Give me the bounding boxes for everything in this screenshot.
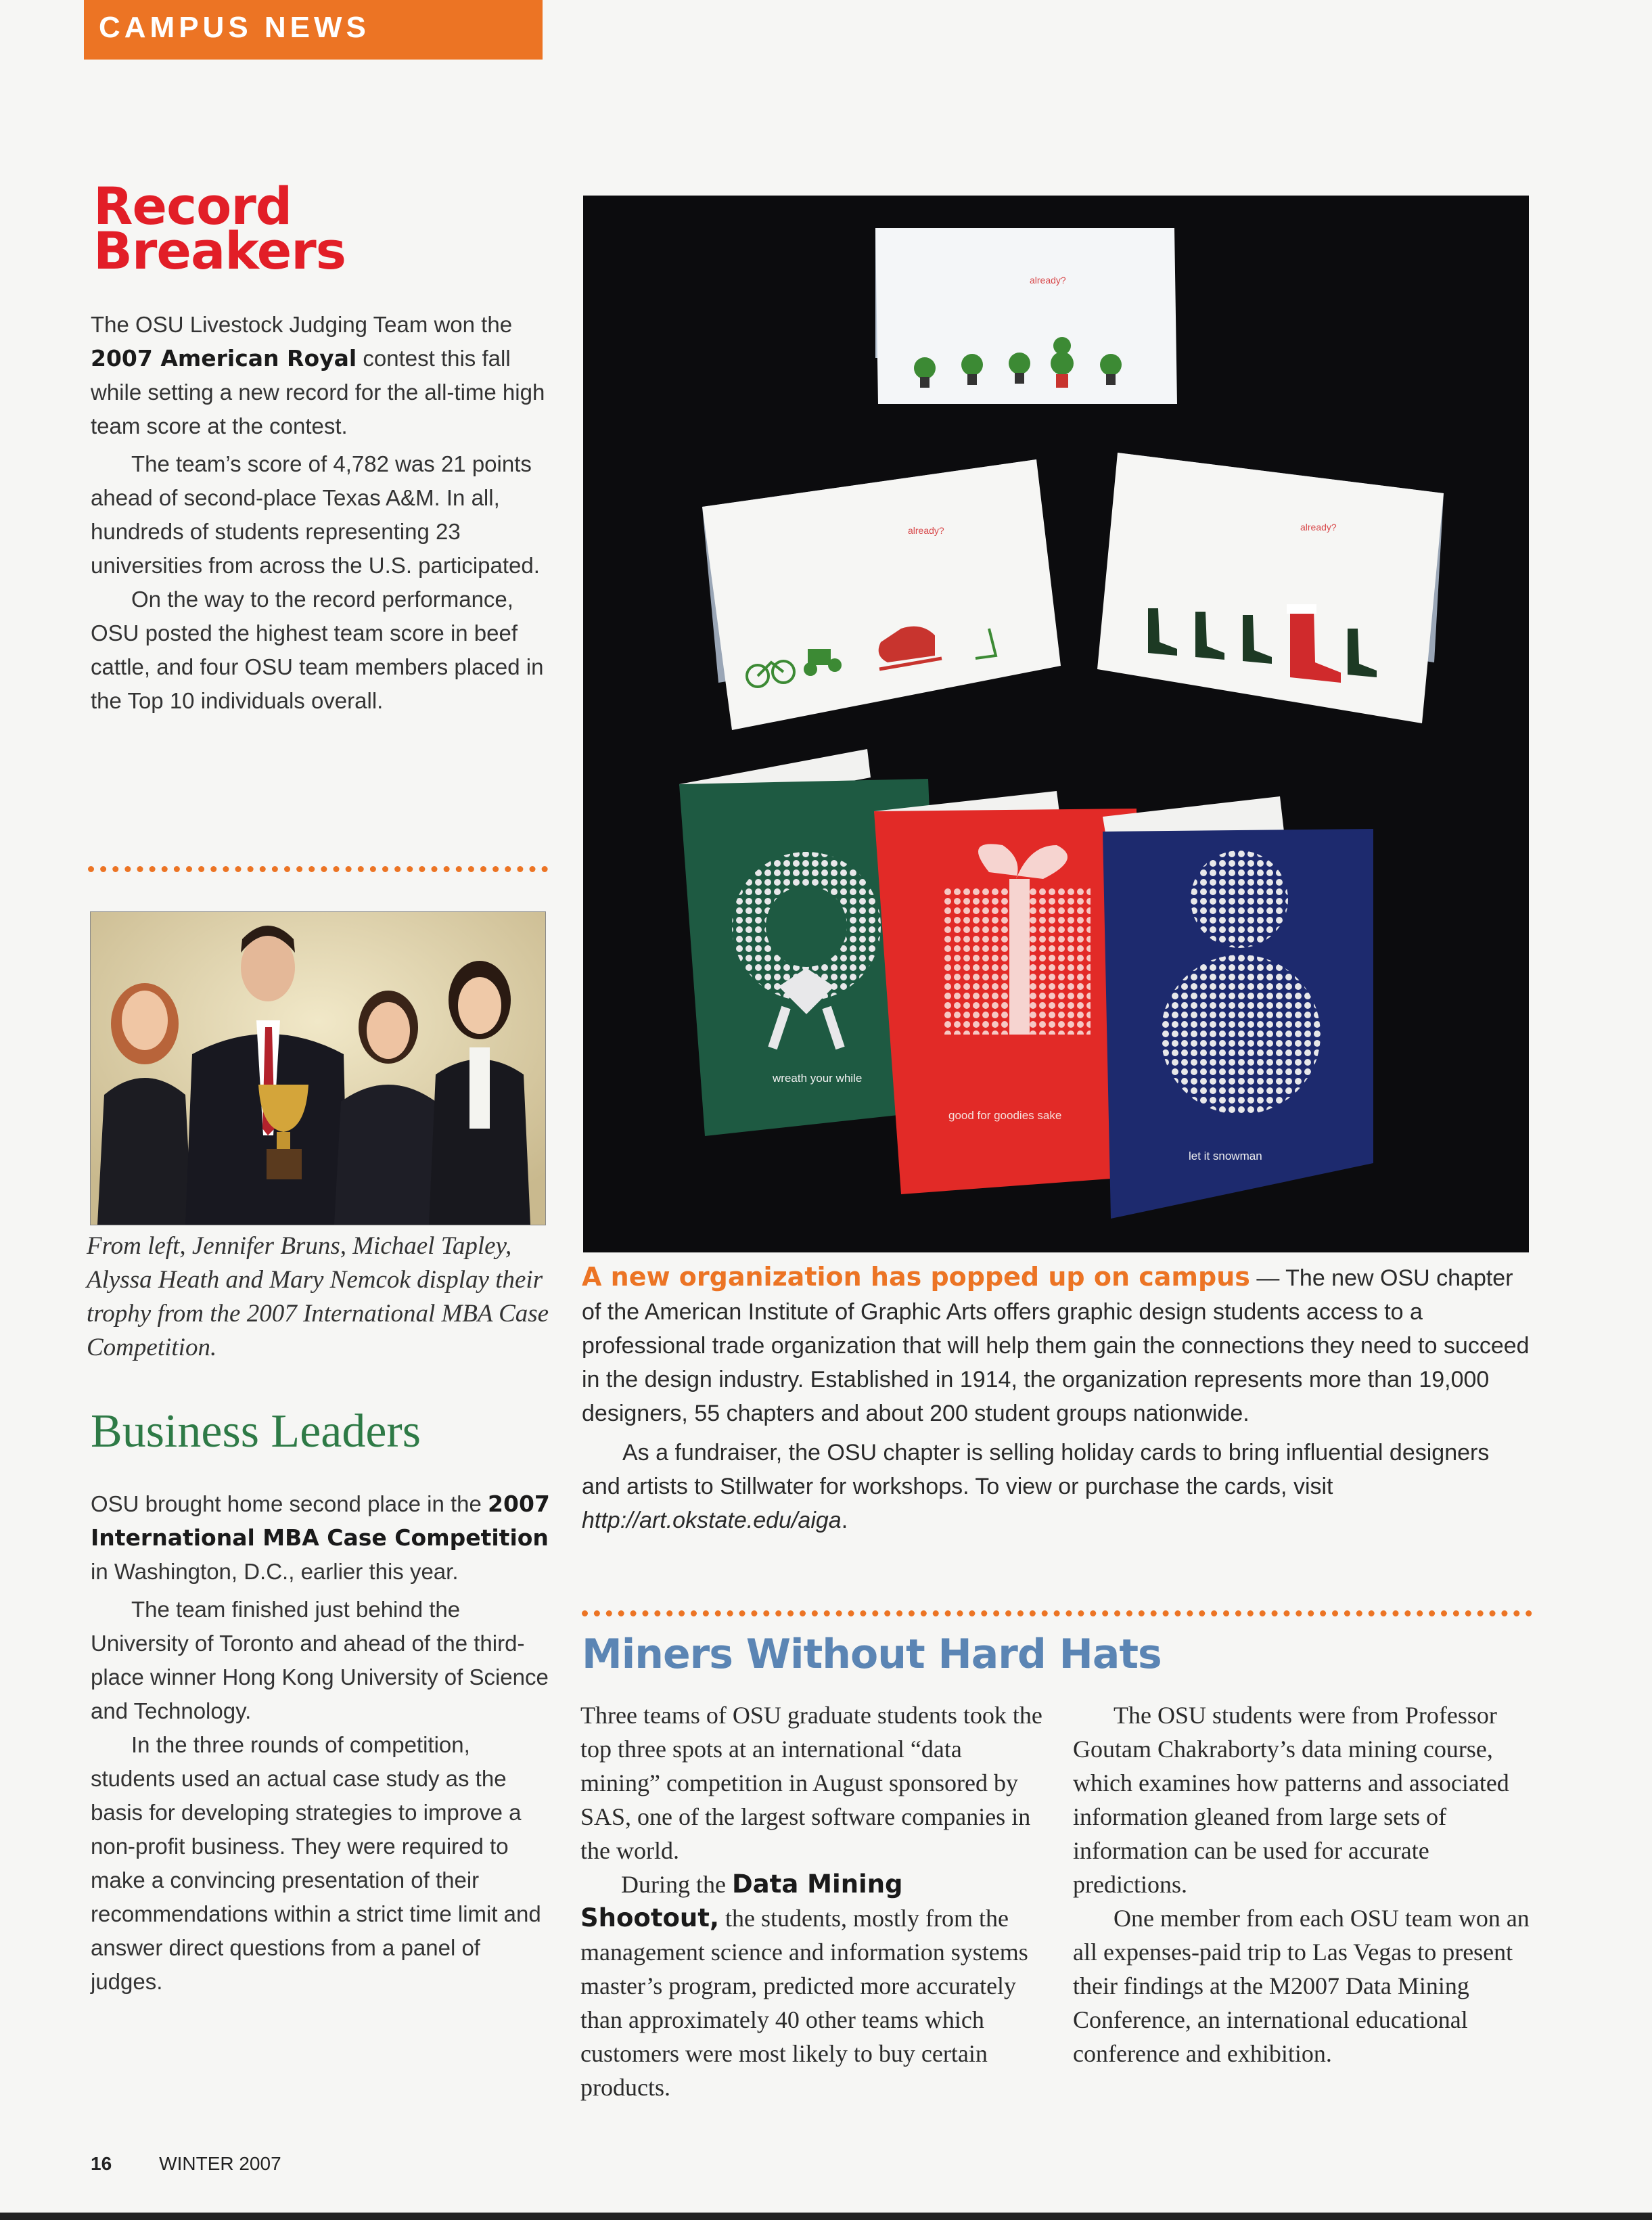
- holiday-cards-illustration: [583, 196, 1529, 1252]
- card-text-already-2: already?: [908, 525, 944, 536]
- paragraph: During the Data Mining Shootout, the students, mostly from the management science and information systems master’s program, predicted more accurately than approximately 40 other teams which customers were most likely to buy certain products.: [580, 1870, 1028, 2101]
- paragraph: As a fundraiser, the OSU chapter is selling holiday cards to bring influential designers and artists to Stillwater for workshops. To view or purchase the cards, visit http://art.okstate.edu/aiga.: [582, 1440, 1490, 1533]
- business-leaders-body: [91, 1487, 557, 1999]
- paragraph: OSU brought home second place in the 2007 International MBA Case Competition in Washington, D.C., earlier this year.: [91, 1491, 550, 1584]
- dotted-divider: [88, 866, 548, 872]
- photo-caption: From left, Jennifer Bruns, Michael Tapley, Alyssa Heath and Mary Nemcok display their trophy from the 2007 International MBA Case Competition.: [87, 1232, 549, 1361]
- holiday-cards-photo: [583, 196, 1529, 1252]
- banner-label: CAMPUS NEWS: [99, 11, 370, 44]
- card-text-already-1: already?: [1030, 275, 1066, 286]
- paragraph: The team’s score of 4,782 was 21 points ahead of second-place Texas A&M. In all, hundreds of students representing 23 universities from across the U.S. participated.: [91, 451, 540, 578]
- paragraph: The OSU Livestock Judging Team won the 2007 American Royal contest this fall while setting a new record for the all-time high team score at the contest.: [91, 312, 545, 438]
- page-number: 16: [91, 2153, 112, 2174]
- miners-title: Miners Without Hard Hats: [582, 1631, 1162, 1678]
- card-text-snowman: let it snowman: [1189, 1150, 1262, 1162]
- paragraph: The OSU students were from Professor Goutam Chakraborty’s data mining course, which examines how patterns and associated information gleaned from large sets of information can be used for accurate predictions.: [1073, 1702, 1509, 1898]
- card-text-goodies: good for goodies sake: [948, 1109, 1062, 1122]
- card-text-already-3: already?: [1300, 522, 1337, 533]
- aiga-link[interactable]: http://art.okstate.edu/aiga: [582, 1508, 842, 1533]
- organization-story: [582, 1260, 1532, 1537]
- miners-column-1: [580, 1698, 1047, 2104]
- section-banner: [84, 0, 543, 60]
- page-edge: [0, 2213, 1652, 2220]
- issue-label: WINTER 2007: [159, 2153, 281, 2174]
- organization-lead: A new organization has popped up on campus: [582, 1262, 1250, 1292]
- paragraph: In the three rounds of competition, students used an actual case study as the basis for developing strategies to improve a non-profit business. They were required to make a convincing presentation of their recommendations within a strict time limit and answer direct questions from a panel of judges.: [91, 1732, 541, 1994]
- page-footer: [91, 2153, 281, 2175]
- team-photo: [90, 911, 546, 1225]
- miners-column-2: [1073, 1698, 1540, 2070]
- paragraph: A new organization has popped up on campus — The new OSU chapter of the American Institute of Graphic Arts offers graphic design students access to a professional trade organization that will help them gain the connections they need to succeed in the design industry. Established in 1914, the organization represents more than 19,000 designers, 55 chapters and about 200 student groups nationwide.: [582, 1262, 1530, 1426]
- paragraph: On the way to the record performance, OSU posted the highest team score in beef cattle, and four OSU team members placed in the Top 10 individuals overall.: [91, 587, 544, 713]
- paragraph: The team finished just behind the University of Toronto and ahead of the third-place winner Hong Kong University of Science and Technology.: [91, 1597, 549, 1723]
- card-text-wreath: wreath your while: [773, 1072, 863, 1085]
- paragraph: One member from each OSU team won an all expenses-paid trip to Las Vegas to present their findings at the M2007 Data Mining Conference, an international educational conference and exhibition.: [1073, 1905, 1530, 2067]
- title-line-1: Record: [93, 176, 292, 236]
- record-breakers-title: [93, 176, 499, 281]
- team-photo-illustration: [91, 912, 545, 1225]
- title-line-2: Breakers: [93, 221, 346, 281]
- dotted-divider: [582, 1610, 1532, 1616]
- business-leaders-title: Business Leaders: [91, 1405, 421, 1457]
- paragraph: Three teams of OSU graduate students took the top three spots at an international “data mining” competition in August sponsored by SAS, one of the largest software companies in the world.: [580, 1702, 1042, 1864]
- record-breakers-body: [91, 308, 548, 718]
